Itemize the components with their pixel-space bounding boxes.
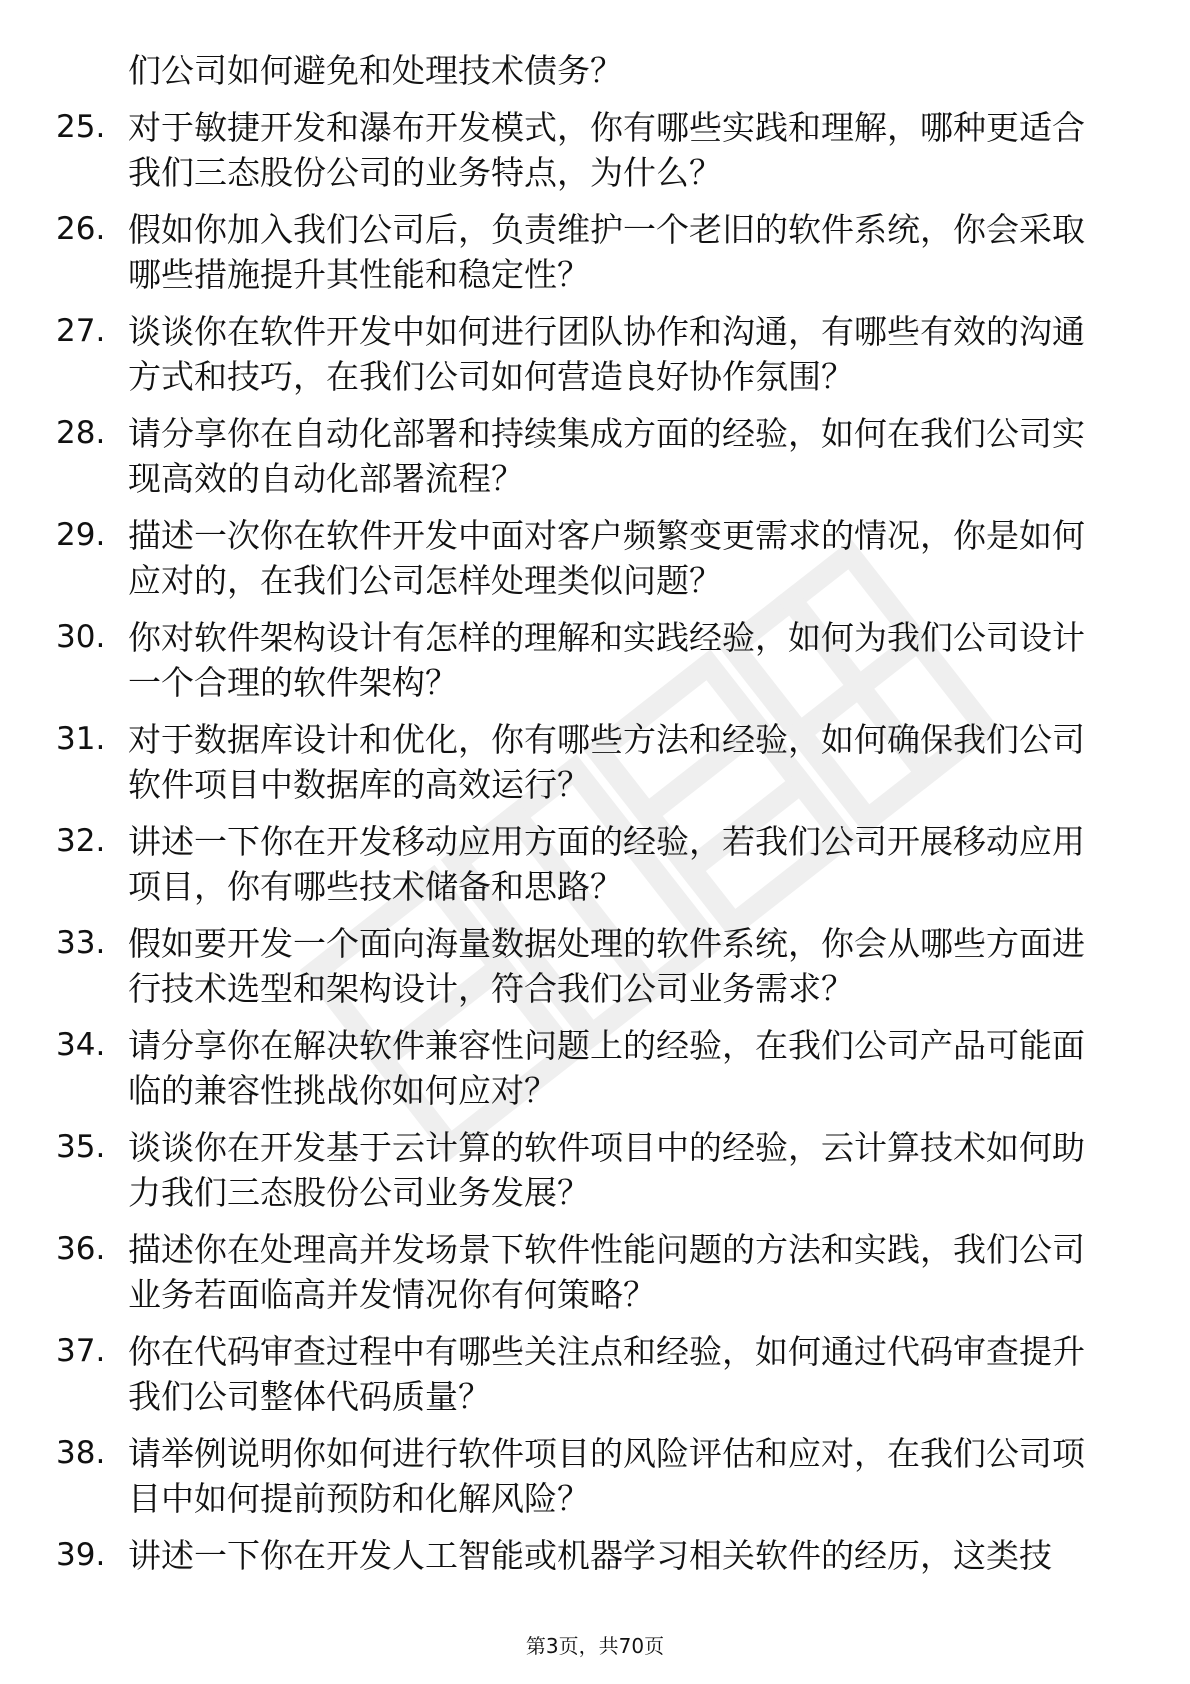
question-text: 谈谈你在开发基于云计算的软件项目中的经验，云计算技术如何助力我们三态股份公司业务发展？: [128, 1128, 1085, 1212]
question-text: 你对软件架构设计有怎样的理解和实践经验，如何为我们公司设计一个合理的软件架构？: [128, 618, 1085, 702]
list-item: [56, 1125, 1112, 1215]
question-text: 你在代码审查过程中有哪些关注点和经验，如何通过代码审查提升我们公司整体代码质量？: [128, 1332, 1085, 1416]
question-number: 30.: [56, 619, 106, 655]
list-item: [56, 513, 1112, 603]
list-item: [56, 1227, 1112, 1317]
list-item: [56, 921, 1112, 1011]
question-number: 29.: [56, 517, 106, 553]
question-number: 39.: [56, 1537, 106, 1573]
question-list: [56, 105, 1112, 1578]
list-item: [56, 615, 1112, 705]
question-text: 描述一次你在软件开发中面对客户频繁变更需求的情况，你是如何应对的，在我们公司怎样处理类似问题？: [128, 516, 1085, 600]
question-text: 谈谈你在软件开发中如何进行团队协作和沟通，有哪些有效的沟通方式和技巧，在我们公司如何营造良好协作氛围？: [128, 312, 1085, 396]
question-text: 请分享你在解决软件兼容性问题上的经验，在我们公司产品可能面临的兼容性挑战你如何应对？: [128, 1026, 1085, 1110]
question-text: 讲述一下你在开发人工智能或机器学习相关软件的经历，这类技: [128, 1536, 1052, 1575]
list-item: [56, 207, 1112, 297]
question-number: 26.: [56, 211, 106, 247]
list-item: [56, 1431, 1112, 1521]
question-text: 对于数据库设计和优化，你有哪些方法和经验，如何确保我们公司软件项目中数据库的高效运行？: [128, 720, 1085, 804]
question-number: 31.: [56, 721, 106, 757]
list-item: [56, 411, 1112, 501]
question-number: 32.: [56, 823, 106, 859]
question-number: 28.: [56, 415, 106, 451]
list-item: [56, 105, 1112, 195]
question-number: 34.: [56, 1027, 106, 1063]
page-number-footer: 第3页，共70页: [525, 1634, 665, 1658]
list-item: [56, 1533, 1112, 1578]
question-text: 假如你加入我们公司后，负责维护一个老旧的软件系统，你会采取哪些措施提升其性能和稳定性？: [128, 210, 1085, 294]
question-list-container: [56, 48, 1112, 1578]
question-text: 讲述一下你在开发移动应用方面的经验，若我们公司开展移动应用项目，你有哪些技术储备和思路？: [128, 822, 1085, 906]
question-number: 38.: [56, 1435, 106, 1471]
list-item: [56, 1329, 1112, 1419]
question-text: 请举例说明你如何进行软件项目的风险评估和应对，在我们公司项目中如何提前预防和化解风险？: [128, 1434, 1085, 1518]
list-item: [56, 717, 1112, 807]
question-number: 35.: [56, 1129, 106, 1165]
list-item: [56, 819, 1112, 909]
list-item: [56, 309, 1112, 399]
list-item: [56, 1023, 1112, 1113]
question-number: 27.: [56, 313, 106, 349]
continued-question-text: 们公司如何避免和处理技术债务？: [128, 51, 623, 90]
question-number: 33.: [56, 925, 106, 961]
question-number: 37.: [56, 1333, 106, 1369]
question-text: 对于敏捷开发和瀑布开发模式，你有哪些实践和理解，哪种更适合我们三态股份公司的业务特点，为什么？: [128, 108, 1085, 192]
question-text: 假如要开发一个面向海量数据处理的软件系统，你会从哪些方面进行技术选型和架构设计，符合我们公司业务需求？: [128, 924, 1085, 1008]
question-number: 36.: [56, 1231, 106, 1267]
question-text: 请分享你在自动化部署和持续集成方面的经验，如何在我们公司实现高效的自动化部署流程？: [128, 414, 1085, 498]
question-number: 25.: [56, 109, 106, 145]
question-text: 描述你在处理高并发场景下软件性能问题的方法和实践，我们公司业务若面临高并发情况你有何策略？: [128, 1230, 1085, 1314]
